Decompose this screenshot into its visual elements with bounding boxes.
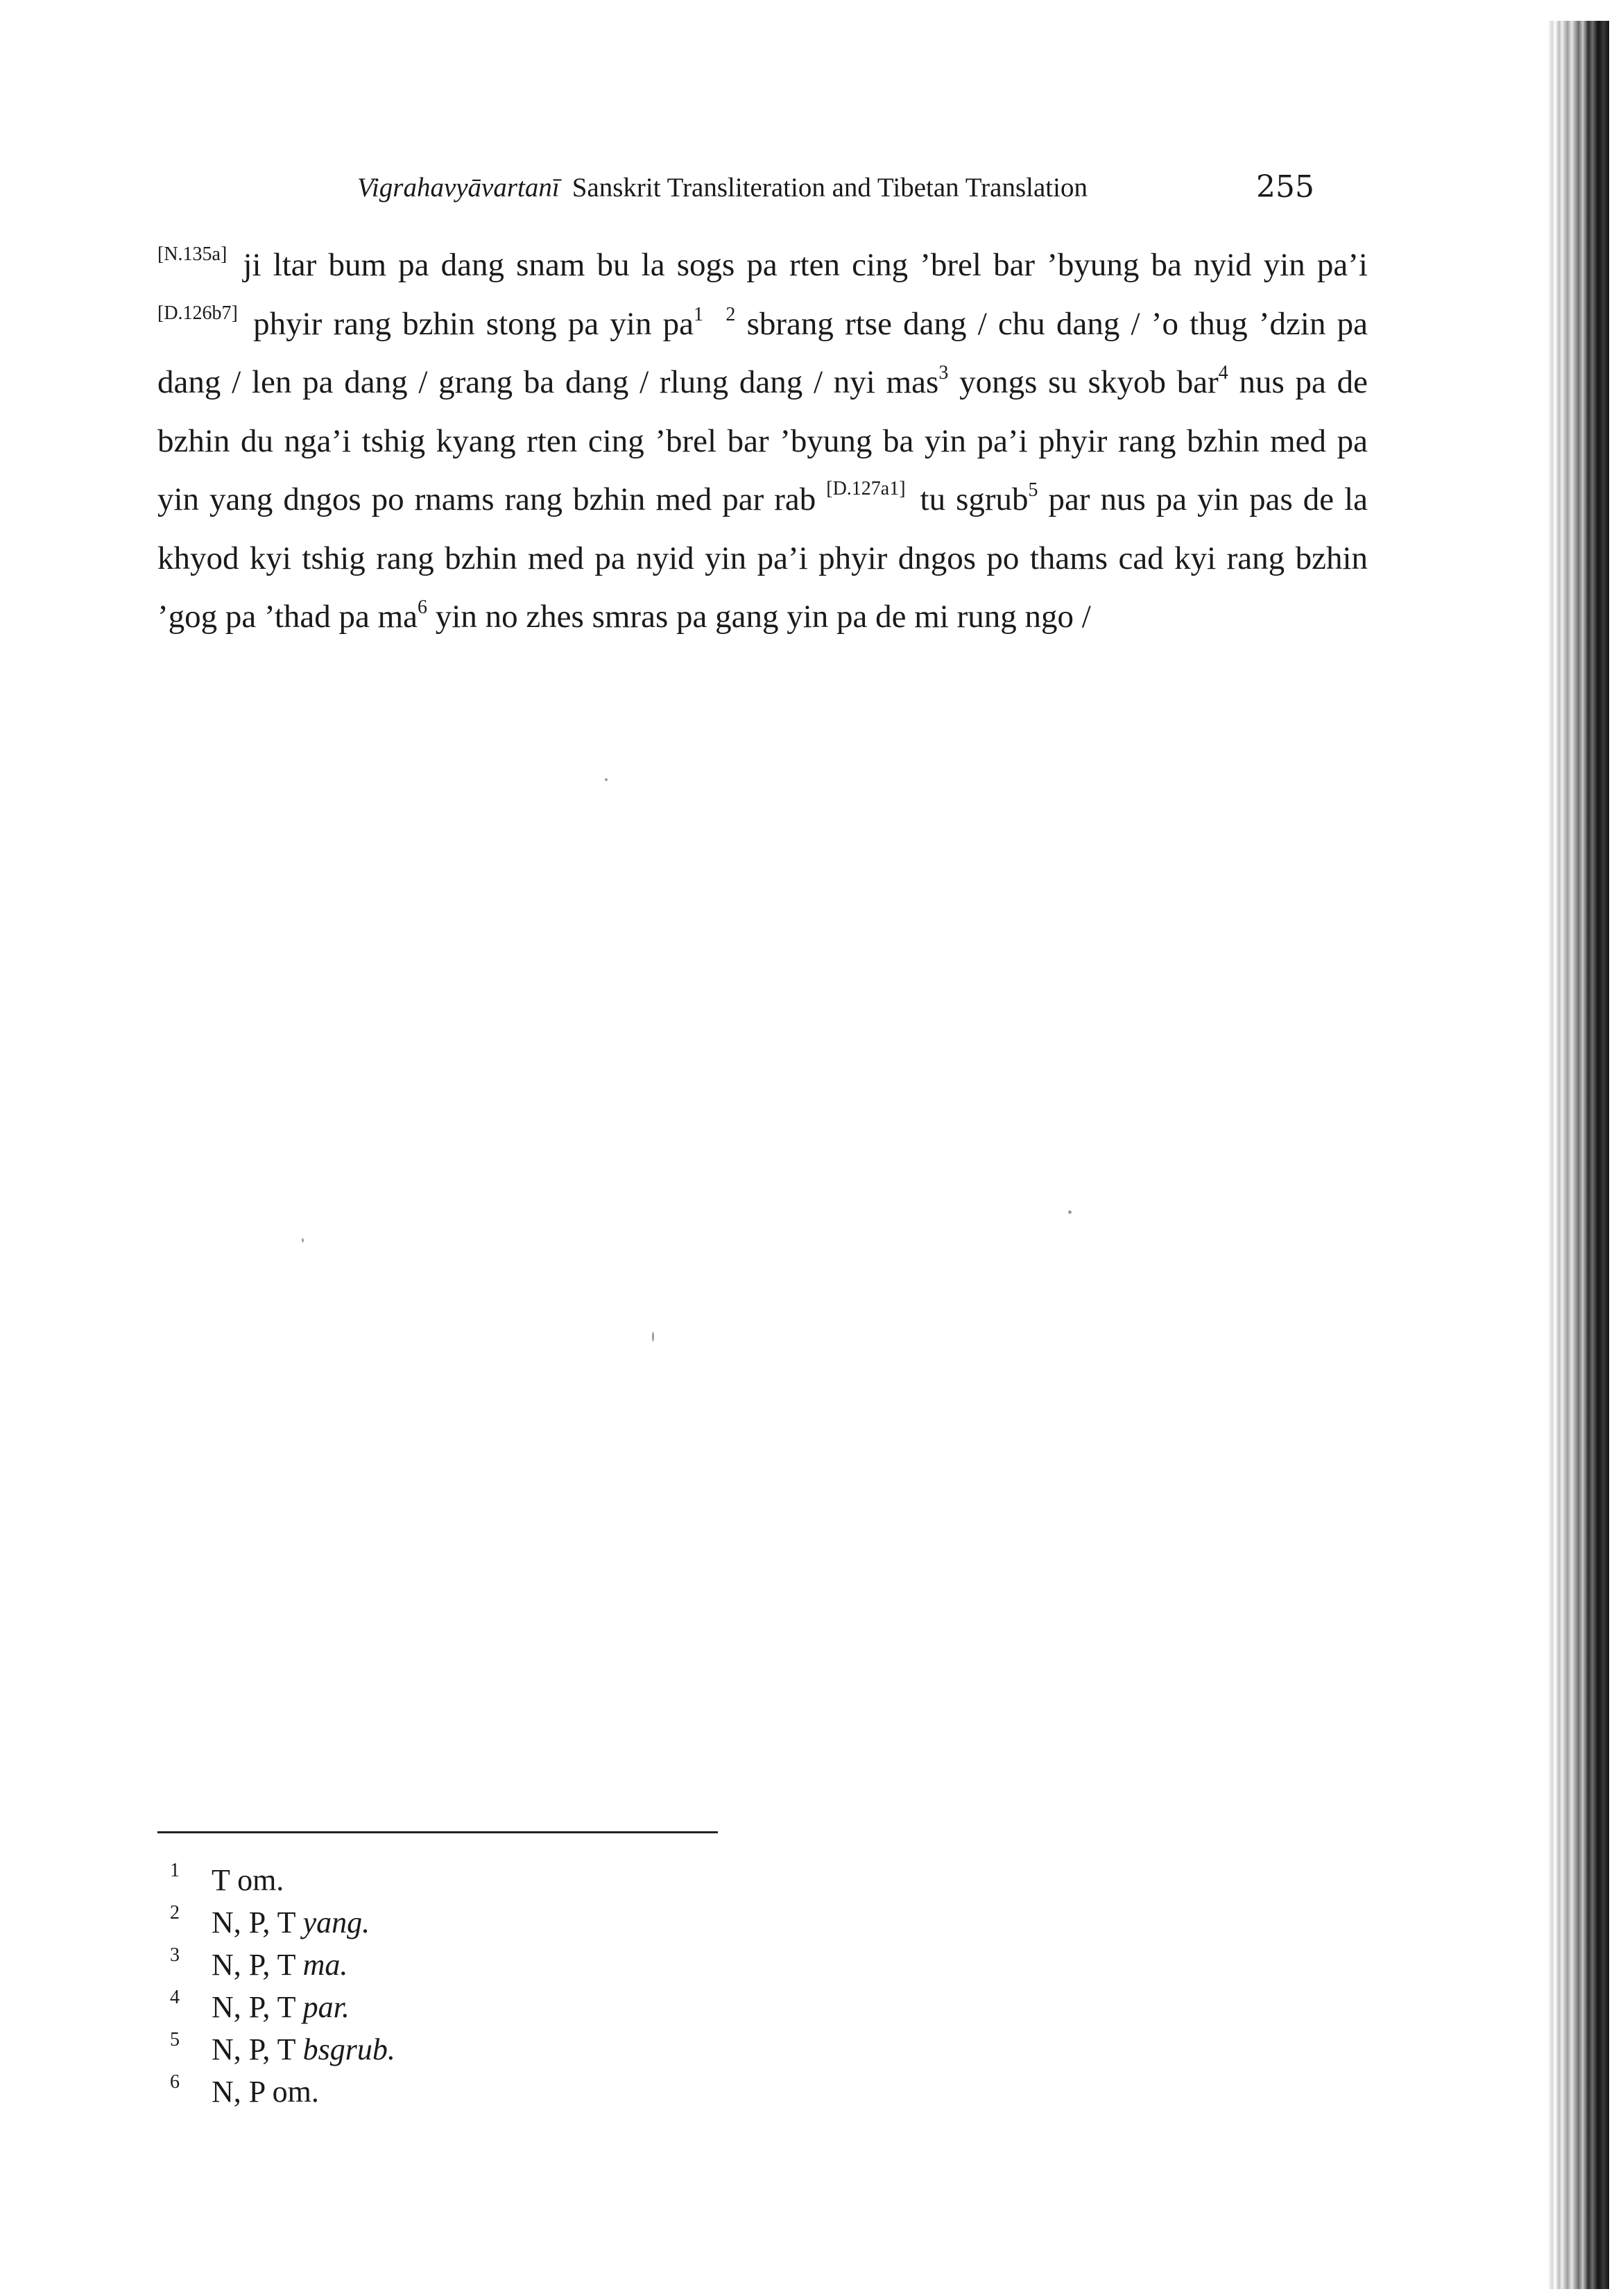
text-segment-4: yongs su skyob bar <box>959 364 1219 400</box>
footnote-mark-5: 5 <box>1028 479 1038 501</box>
footnote-mark-3: 3 <box>938 362 949 384</box>
footnote-reading: bsgrub. <box>302 2032 395 2066</box>
running-subtitle: Sanskrit Transliteration and Tibetan Translation <box>572 173 1088 203</box>
folio-ref-d126b7: [D.126b7] <box>157 302 238 324</box>
footnote-reading: par. <box>302 1990 350 2024</box>
folio-ref-d127a1: [D.127a1] <box>826 478 906 499</box>
footnote-5 <box>170 2028 794 2071</box>
footnote-text: N, P om. <box>212 2075 319 2109</box>
text-segment-7: par nus pa yin pas de la khyod kyi tshig rang bzhin med pa nyid yin pa’i phyir dngos po thams cad kyi rang bzhin ’gog pa ’thad pa ma <box>157 481 1368 635</box>
text-segment-5: nus pa de bzhin du nga’i tshig kyang rten cing ’brel bar ’byung ba yin pa’i phyir rang bzhin med pa yin yang dngos po rnams rang bzhin med par rab <box>157 364 1368 517</box>
running-title: Vigrahavyāvartanī <box>357 173 560 203</box>
page-number: 255 <box>1256 169 1314 205</box>
scan-speck <box>652 1332 654 1342</box>
footnote-text: N, P, T <box>212 2032 303 2066</box>
footnote-separator <box>157 1831 718 1833</box>
footnote-2 <box>170 1901 794 1944</box>
footnote-number: 4 <box>170 1987 180 2008</box>
scan-binding-edge <box>1548 21 1609 2289</box>
scan-speck <box>1068 1210 1072 1214</box>
footnote-text: N, P, T <box>212 1905 303 1939</box>
footnote-number: 6 <box>170 2071 180 2093</box>
footnote-reading: yang. <box>302 1905 370 1939</box>
footnote-mark-1: 1 <box>694 303 703 325</box>
footnote-mark-4: 4 <box>1218 362 1228 384</box>
footnote-text: N, P, T <box>212 1990 303 2024</box>
footnote-6 <box>170 2071 794 2113</box>
footnote-text: T om. <box>212 1863 284 1897</box>
footnote-3 <box>170 1944 794 1986</box>
footnote-1 <box>170 1859 794 1901</box>
footnote-number: 1 <box>170 1860 180 1881</box>
footnotes <box>170 1859 794 2113</box>
footnote-mark-6: 6 <box>418 597 428 618</box>
footnote-number: 2 <box>170 1902 180 1924</box>
footnote-number: 5 <box>170 2029 180 2050</box>
folio-ref-n135a: [N.135a] <box>157 243 227 265</box>
footnote-text: N, P, T <box>212 1948 303 1982</box>
main-paragraph <box>157 236 1368 646</box>
footnote-mark-2: 2 <box>725 303 736 325</box>
running-header <box>357 169 1314 205</box>
text-segment-2: phyir rang bzhin stong pa yin pa <box>253 305 694 342</box>
text-segment-6: tu sgrub <box>920 481 1029 517</box>
text-segment-1: ji ltar bum pa dang snam bu la sogs pa rten cing ’brel bar ’byung ba nyid yin pa’i <box>243 247 1368 283</box>
scan-speck <box>302 1238 304 1242</box>
footnote-number: 3 <box>170 1944 180 1966</box>
footnote-reading: ma. <box>302 1948 348 1982</box>
scan-speck <box>605 778 608 781</box>
text-segment-8: yin no zhes smras pa gang yin pa de mi rung ngo / <box>435 599 1091 635</box>
footnote-4 <box>170 1986 794 2028</box>
text-segment-3: sbrang rtse dang / chu dang / ’o thug ’dzin pa dang / len pa dang / grang ba dang / rlung dang / nyi mas <box>157 305 1368 400</box>
